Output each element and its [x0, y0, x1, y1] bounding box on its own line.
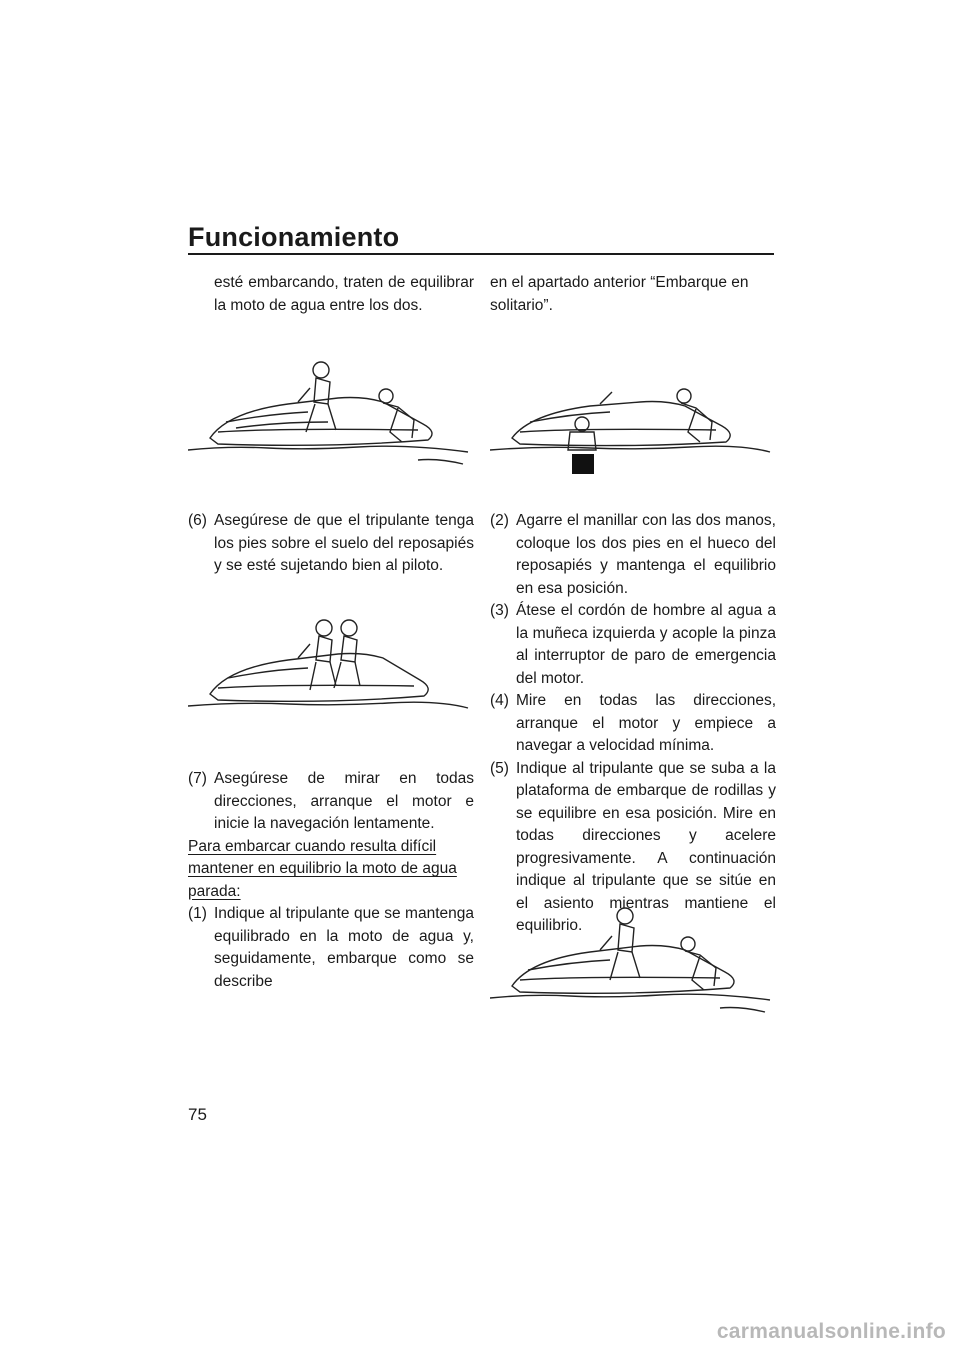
- step-3-text: Átese el cordón de hombre al agua a la muñeca izquierda y acople la pinza al interruptor de paro de emergencia del motor.: [516, 602, 776, 687]
- left-column-lower: [188, 768, 474, 993]
- illustration-rider-with-seated-passenger: [188, 614, 478, 714]
- step-2-number: (2): [490, 512, 509, 529]
- watermark: carmanualsonline.info: [716, 1320, 946, 1343]
- step-3-number: (3): [490, 602, 509, 619]
- illustration-passenger-in-water-holding-craft: [490, 380, 780, 480]
- step-5-number: (5): [490, 759, 509, 777]
- step-6-number: (6): [188, 512, 207, 529]
- section-subheading: Para embarcar cuando resulta difícil mantener en equilibrio la moto de agua parada:: [188, 837, 457, 900]
- step-7-text: Asegúrese de mirar en todas direcciones, arranque el motor e inicie la navegación lentamente.: [214, 770, 474, 832]
- page-number: 75: [188, 1105, 207, 1124]
- header-divider: [188, 253, 774, 255]
- step-6-text: Asegúrese de que el tripulante tenga los pies sobre el suelo del reposapiés y se esté sujetando bien al piloto.: [214, 512, 474, 574]
- step-1: [188, 903, 474, 993]
- step-2-text: Agarre el manillar con las dos manos, coloque los dos pies en el hueco del reposapiés y mantenga el equilibrio en esa posición.: [516, 512, 776, 597]
- right-continuation-text: en el apartado anterior “Embarque en solitario”.: [490, 274, 749, 314]
- step-7-number: (7): [188, 770, 207, 787]
- step-1-number: (1): [188, 905, 207, 922]
- right-column-steps: [490, 510, 776, 938]
- illustration-rider-and-passenger-boarding: [188, 352, 478, 472]
- step-1-text: Indique al tripulante que se mantenga equilibrado en la moto de agua y, seguidamente, embarque como se describe: [214, 905, 474, 990]
- step-2: [490, 510, 776, 600]
- illustration-passenger-kneeling-on-platform: [490, 900, 780, 1020]
- step-4: [490, 690, 776, 758]
- page-title: Funcionamiento: [188, 222, 400, 252]
- left-column-top: [188, 272, 474, 317]
- step-5-text: Indique al tripulante que se suba a la plataforma de embarque de rodillas y se equilibre en esa posición. Mire en todas direcciones y acelere progresivamente. A continuación indique al tripulante que se sitúe en el asiento mientras mantiene el equilibrio.: [516, 759, 776, 934]
- left-continuation-text: esté embarcando, traten de equilibrar la moto de agua entre los dos.: [214, 274, 474, 314]
- step-4-text: Mire en todas las direcciones, arranque el motor y empiece a navegar a velocidad mínima.: [516, 692, 776, 754]
- step-6: [188, 510, 474, 578]
- step-4-number: (4): [490, 692, 509, 709]
- step-7: [188, 768, 474, 836]
- step-3: [490, 600, 776, 690]
- left-column-step6: [188, 510, 474, 578]
- right-column-top: [490, 272, 776, 317]
